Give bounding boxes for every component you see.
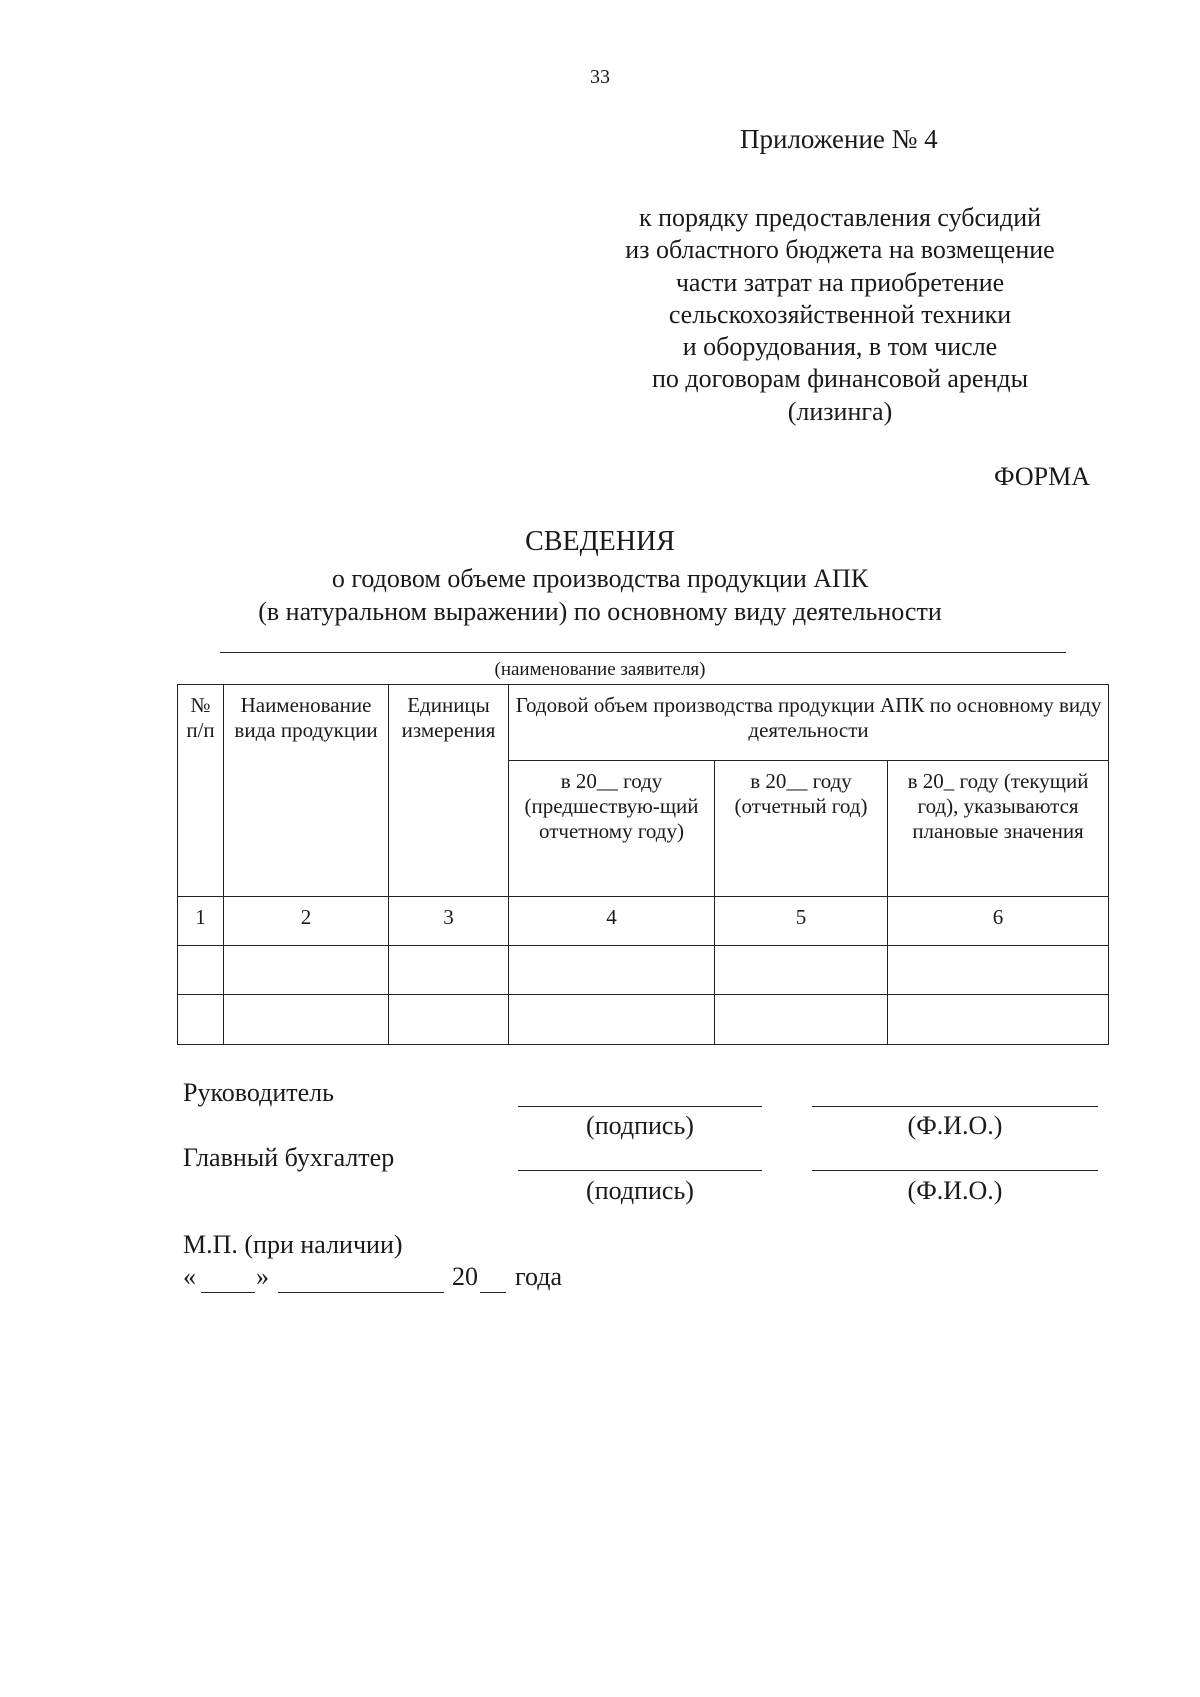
subtitle-line: (в натуральном выражении) по основному виду деятельности [258, 597, 942, 626]
header-volume: Годовой объем производства продукции АПК по основному виду деятельности [509, 685, 1109, 761]
page-number: 33 [590, 66, 610, 88]
appendix-line: по договорам финансовой аренды [651, 364, 1029, 394]
table-cell[interactable] [509, 946, 715, 995]
appendix-line: из областного бюджета на возмещение [625, 235, 1055, 265]
document-subtitle [0, 562, 1200, 628]
form-label: ФОРМА [994, 462, 1090, 491]
accountant-name-caption: (Ф.И.О.) [907, 1176, 1003, 1205]
date-month-line[interactable] [278, 1292, 444, 1293]
column-number: 6 [888, 897, 1109, 946]
stamp-label: М.П. (при наличии) [183, 1230, 403, 1259]
column-number: 5 [715, 897, 888, 946]
column-number-row [178, 897, 1109, 946]
appendix-line: к порядку предоставления субсидий [638, 203, 1042, 232]
appendix-line: сельскохозяйственной техники [668, 299, 1012, 329]
table-cell[interactable] [389, 946, 509, 995]
head-label: Руководитель [183, 1078, 334, 1107]
date-year-line[interactable] [480, 1292, 506, 1293]
accountant-signature-caption: (подпись) [586, 1176, 694, 1205]
table-cell[interactable] [224, 946, 389, 995]
date-suffix: года [515, 1262, 563, 1291]
header-units: Единицы измерения [389, 685, 509, 897]
date-day-line[interactable] [201, 1292, 255, 1293]
table-cell[interactable] [224, 995, 389, 1045]
appendix-line: и оборудования, в том числе [682, 332, 998, 362]
header-year-prev: в 20__ году (предшествую-щий отчетному году) [509, 761, 715, 897]
column-number: 3 [389, 897, 509, 946]
table-cell[interactable] [178, 995, 224, 1045]
head-signature-line[interactable] [518, 1106, 762, 1107]
head-signature-caption: (подпись) [586, 1111, 694, 1140]
document-title: СВЕДЕНИЯ [525, 526, 675, 557]
accountant-label: Главный бухгалтер [183, 1143, 395, 1172]
header-num: № п/п [178, 685, 224, 897]
applicant-name-line[interactable] [220, 652, 1066, 653]
accountant-name-line[interactable] [812, 1170, 1098, 1171]
date-year-prefix: 20 [452, 1262, 478, 1291]
table-cell[interactable] [389, 995, 509, 1045]
table-row [178, 946, 1109, 995]
header-product: Наименование вида продукции [224, 685, 389, 897]
header-year-report: в 20__ году (отчетный год) [715, 761, 888, 897]
column-number: 1 [178, 897, 224, 946]
appendix-line: части затрат на приобретение [675, 267, 1005, 297]
appendix-line: (лизинга) [787, 396, 893, 426]
table-row [178, 995, 1109, 1045]
head-name-caption: (Ф.И.О.) [907, 1111, 1003, 1140]
table-cell[interactable] [715, 946, 888, 995]
appendix-description [600, 202, 1080, 428]
accountant-signature-line[interactable] [518, 1170, 762, 1171]
subtitle-line: о годовом объеме производства продукции АПК [331, 564, 869, 593]
table-cell[interactable] [178, 946, 224, 995]
appendix-title: Приложение № 4 [740, 124, 938, 154]
applicant-name-caption: (наименование заявителя) [494, 659, 706, 680]
date-close-quote: » [256, 1262, 269, 1291]
table-cell[interactable] [509, 995, 715, 1045]
table-cell[interactable] [888, 995, 1109, 1045]
column-number: 4 [509, 897, 715, 946]
table-cell[interactable] [888, 946, 1109, 995]
date-open-quote: « [183, 1262, 196, 1291]
column-number: 2 [224, 897, 389, 946]
table-cell[interactable] [715, 995, 888, 1045]
production-volume-table [177, 684, 1109, 1045]
head-name-line[interactable] [812, 1106, 1098, 1107]
header-year-current: в 20_ году (текущий год), указываются плановые значения [888, 761, 1109, 897]
